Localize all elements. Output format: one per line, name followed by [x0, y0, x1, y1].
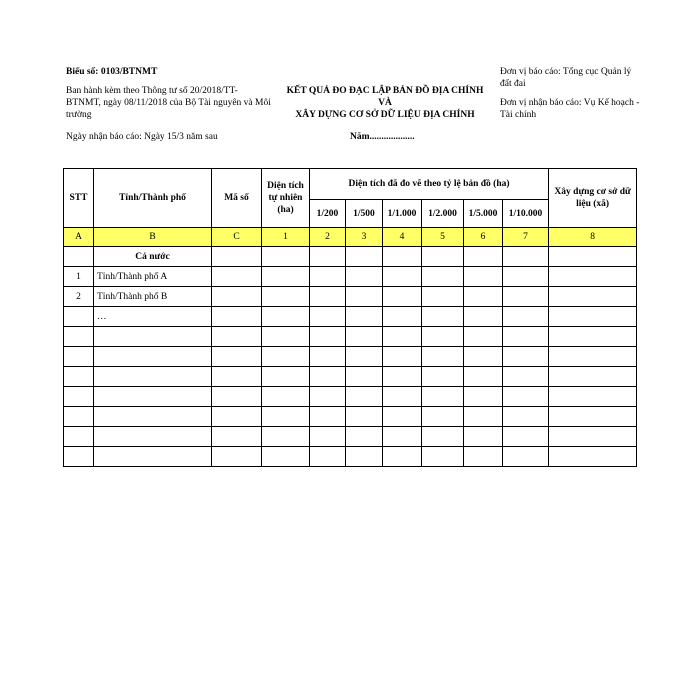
row-province-name	[94, 387, 212, 407]
code-cell: 8	[549, 228, 637, 247]
row-value-cell	[549, 447, 637, 467]
row-value-cell	[346, 327, 383, 347]
row-value-cell	[310, 327, 346, 347]
row-value-cell	[310, 307, 346, 327]
row-value-cell	[464, 407, 503, 427]
row-value-cell	[549, 247, 637, 267]
table-row	[64, 287, 637, 307]
row-stt	[64, 447, 94, 467]
row-value-cell	[310, 267, 346, 287]
header-province: Tỉnh/Thành phố	[94, 169, 212, 228]
row-value-cell	[422, 447, 464, 467]
table-row	[64, 427, 637, 447]
row-value-cell	[212, 367, 262, 387]
row-value-cell	[549, 387, 637, 407]
report-title	[280, 85, 490, 121]
row-value-cell	[503, 347, 549, 367]
row-value-cell	[212, 247, 262, 267]
row-value-cell	[464, 427, 503, 447]
row-stt	[64, 247, 94, 267]
row-value-cell	[464, 347, 503, 367]
row-value-cell	[310, 407, 346, 427]
row-value-cell	[262, 327, 310, 347]
row-value-cell	[503, 247, 549, 267]
row-value-cell	[464, 267, 503, 287]
row-value-cell	[262, 267, 310, 287]
row-value-cell	[212, 267, 262, 287]
report-table	[63, 168, 637, 467]
row-value-cell	[262, 307, 310, 327]
row-value-cell	[346, 367, 383, 387]
header-natural-area: Diện tích tự nhiên (ha)	[262, 169, 310, 228]
row-value-cell	[262, 387, 310, 407]
table-row	[64, 327, 637, 347]
row-value-cell	[503, 407, 549, 427]
row-province-name: Cả nước	[94, 247, 212, 267]
header-stt: STT	[64, 169, 94, 228]
row-value-cell	[503, 327, 549, 347]
table-row	[64, 407, 637, 427]
row-value-cell	[549, 367, 637, 387]
row-province-name	[94, 347, 212, 367]
row-value-cell	[464, 367, 503, 387]
code-cell: 6	[464, 228, 503, 247]
receiving-unit: Đơn vị nhận báo cáo: Vụ Kế hoạch - Tài chính	[500, 98, 640, 120]
table-row	[64, 307, 637, 327]
row-value-cell	[212, 287, 262, 307]
row-value-cell	[383, 267, 422, 287]
row-value-cell	[503, 387, 549, 407]
code-cell: C	[212, 228, 262, 247]
row-value-cell	[262, 407, 310, 427]
row-value-cell	[464, 387, 503, 407]
header-scale-2000: 1/2.000	[422, 200, 464, 228]
row-province-name	[94, 367, 212, 387]
row-value-cell	[212, 347, 262, 367]
row-value-cell	[310, 287, 346, 307]
row-value-cell	[503, 307, 549, 327]
row-value-cell	[262, 347, 310, 367]
reporting-unit: Đơn vị báo cáo: Tổng cục Quản lý đất đai	[500, 67, 632, 89]
row-value-cell	[262, 427, 310, 447]
code-cell: B	[94, 228, 212, 247]
row-value-cell	[464, 287, 503, 307]
row-value-cell	[464, 327, 503, 347]
row-value-cell	[262, 367, 310, 387]
row-province-name	[94, 447, 212, 467]
column-code-row	[64, 228, 637, 247]
row-value-cell	[310, 247, 346, 267]
table-row	[64, 347, 637, 367]
row-value-cell	[422, 347, 464, 367]
report-title-line1: KẾT QUẢ ĐO ĐẠC LẬP BẢN ĐỒ ĐỊA CHÍNH VÀ	[286, 86, 484, 108]
table-row	[64, 387, 637, 407]
code-cell: A	[64, 228, 94, 247]
row-value-cell	[212, 327, 262, 347]
row-value-cell	[422, 267, 464, 287]
row-value-cell	[212, 307, 262, 327]
table-row	[64, 367, 637, 387]
row-stt	[64, 387, 94, 407]
header-scale-200: 1/200	[310, 200, 346, 228]
code-cell: 5	[422, 228, 464, 247]
row-value-cell	[383, 427, 422, 447]
row-value-cell	[503, 287, 549, 307]
row-value-cell	[422, 307, 464, 327]
row-value-cell	[464, 307, 503, 327]
row-value-cell	[310, 427, 346, 447]
row-value-cell	[310, 387, 346, 407]
code-cell: 3	[346, 228, 383, 247]
row-value-cell	[310, 367, 346, 387]
row-value-cell	[262, 447, 310, 467]
row-value-cell	[310, 347, 346, 367]
form-number: Biểu số: 0103/BTNMT	[66, 67, 158, 77]
row-value-cell	[212, 427, 262, 447]
row-value-cell	[549, 327, 637, 347]
row-value-cell	[346, 287, 383, 307]
row-value-cell	[346, 387, 383, 407]
row-value-cell	[383, 367, 422, 387]
row-value-cell	[549, 267, 637, 287]
row-value-cell	[383, 347, 422, 367]
row-value-cell	[262, 247, 310, 267]
row-value-cell	[503, 367, 549, 387]
code-cell: 2	[310, 228, 346, 247]
header-database: Xây dựng cơ sở dữ liệu (xã)	[549, 169, 637, 228]
row-value-cell	[549, 307, 637, 327]
issued-by-text: Ban hành kèm theo Thông tư số 20/2018/TT-BTNMT, ngày 08/11/2018 của Bộ Tài nguyên và Môi trường	[66, 86, 271, 120]
row-value-cell	[212, 387, 262, 407]
table-row	[64, 247, 637, 267]
header-measured-area: Diện tích đã đo vẽ theo tỷ lệ bản đồ (ha)	[310, 169, 549, 200]
row-value-cell	[262, 287, 310, 307]
row-value-cell	[383, 447, 422, 467]
row-value-cell	[549, 347, 637, 367]
row-stt	[64, 347, 94, 367]
row-stt: 2	[64, 287, 94, 307]
header-code: Mã số	[212, 169, 262, 228]
row-province-name: Tỉnh/Thành phố A	[94, 267, 212, 287]
row-value-cell	[346, 407, 383, 427]
row-value-cell	[346, 247, 383, 267]
row-stt	[64, 407, 94, 427]
row-stt	[64, 367, 94, 387]
row-value-cell	[422, 327, 464, 347]
table-row	[64, 267, 637, 287]
row-province-name	[94, 427, 212, 447]
row-value-cell	[346, 427, 383, 447]
row-value-cell	[464, 447, 503, 467]
table-row	[64, 447, 637, 467]
receive-date: Ngày nhận báo cáo: Ngày 15/3 năm sau	[66, 132, 218, 142]
row-value-cell	[212, 447, 262, 467]
row-stt	[64, 427, 94, 447]
row-value-cell	[503, 267, 549, 287]
row-value-cell	[422, 407, 464, 427]
row-value-cell	[503, 447, 549, 467]
row-value-cell	[422, 387, 464, 407]
row-value-cell	[346, 347, 383, 367]
row-value-cell	[383, 287, 422, 307]
row-province-name: Tỉnh/Thành phố B	[94, 287, 212, 307]
row-value-cell	[383, 407, 422, 427]
row-province-name: …	[94, 307, 212, 327]
row-value-cell	[464, 247, 503, 267]
report-year: Năm...................	[350, 132, 415, 142]
report-title-line2: XÂY DỰNG CƠ SỞ DỮ LIỆU ĐỊA CHÍNH	[295, 110, 475, 120]
row-stt: 1	[64, 267, 94, 287]
row-value-cell	[549, 427, 637, 447]
header-scale-10000: 1/10.000	[503, 200, 549, 228]
row-value-cell	[310, 447, 346, 467]
row-value-cell	[346, 267, 383, 287]
row-value-cell	[422, 287, 464, 307]
row-value-cell	[346, 447, 383, 467]
row-value-cell	[383, 247, 422, 267]
row-province-name	[94, 327, 212, 347]
header-scale-1000: 1/1.000	[383, 200, 422, 228]
row-value-cell	[549, 287, 637, 307]
row-value-cell	[383, 387, 422, 407]
header-scale-5000: 1/5.000	[464, 200, 503, 228]
code-cell: 1	[262, 228, 310, 247]
row-stt	[64, 307, 94, 327]
row-value-cell	[549, 407, 637, 427]
row-stt	[64, 327, 94, 347]
row-province-name	[94, 407, 212, 427]
row-value-cell	[503, 427, 549, 447]
row-value-cell	[212, 407, 262, 427]
row-value-cell	[346, 307, 383, 327]
row-value-cell	[422, 427, 464, 447]
row-value-cell	[422, 367, 464, 387]
row-value-cell	[422, 247, 464, 267]
header-scale-500: 1/500	[346, 200, 383, 228]
code-cell: 7	[503, 228, 549, 247]
row-value-cell	[383, 327, 422, 347]
row-value-cell	[383, 307, 422, 327]
code-cell: 4	[383, 228, 422, 247]
